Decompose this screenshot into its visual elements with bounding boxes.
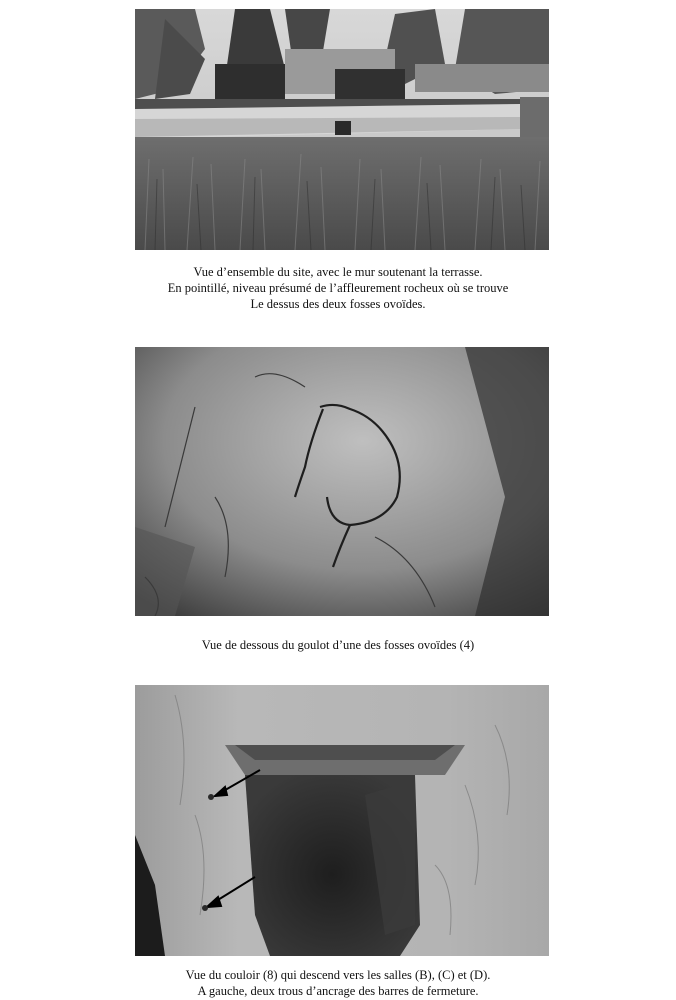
photo-corridor xyxy=(135,685,549,956)
caption-line: Vue du couloir (8) qui descend vers les salles (B), (C) et (D). xyxy=(185,968,491,982)
caption-pit-neck xyxy=(0,637,676,653)
photo-corridor-image xyxy=(135,685,549,956)
photo-pit-neck xyxy=(135,347,549,616)
photo-pit-neck-image xyxy=(135,347,549,616)
caption-line: Vue d’ensemble du site, avec le mur soutenant la terrasse. xyxy=(193,265,483,279)
photo-site-overview xyxy=(135,9,549,250)
caption-site-overview xyxy=(0,264,676,312)
caption-line: En pointillé, niveau présumé de l’affleurement rocheux où se trouve xyxy=(167,281,509,295)
caption-line: Le dessus des deux fosses ovoïdes. xyxy=(250,297,426,311)
caption-corridor xyxy=(0,967,676,999)
caption-line: Vue de dessous du goulot d’une des fosses ovoïdes (4) xyxy=(201,638,475,652)
photo-site-overview-image xyxy=(135,9,549,250)
caption-line: A gauche, deux trous d’ancrage des barres de fermeture. xyxy=(197,984,479,998)
